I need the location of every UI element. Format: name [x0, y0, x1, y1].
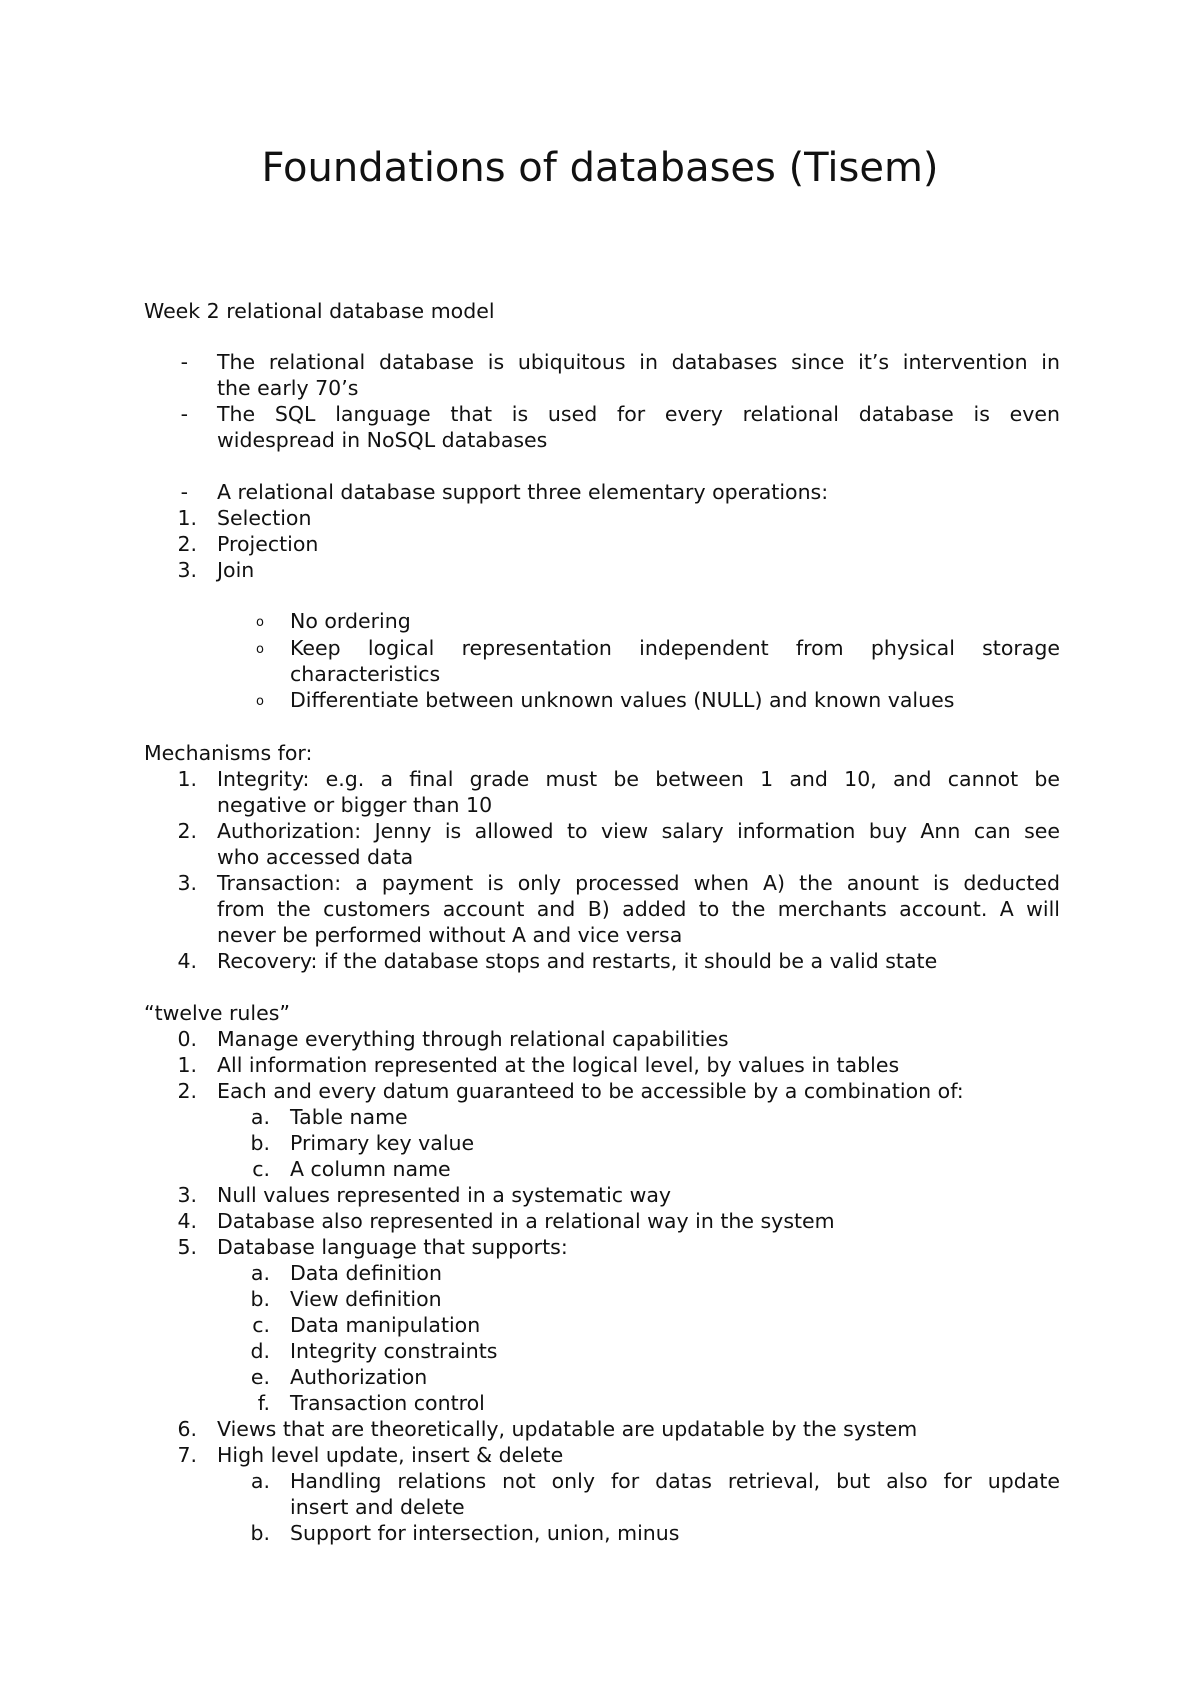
mechanisms-heading: Mechanisms for: — [144, 741, 313, 765]
page-title: Foundations of databases (Tisem) — [261, 145, 939, 191]
list-item: Keep logical representation independent from physical storage — [290, 636, 1060, 660]
list-letter: b. — [250, 1287, 270, 1311]
list-letter: a. — [250, 1261, 270, 1285]
dash-bullet: - — [180, 480, 188, 504]
list-number: 7. — [177, 1443, 197, 1467]
list-item: insert and delete — [290, 1495, 465, 1519]
list-number: 4. — [177, 1209, 197, 1233]
list-letter: a. — [250, 1469, 270, 1493]
list-item: Data manipulation — [290, 1313, 481, 1337]
list-number: 4. — [177, 949, 197, 973]
list-item: Authorization: Jenny is allowed to view salary information buy Ann can see — [217, 819, 1060, 843]
list-item: High level update, insert & delete — [217, 1443, 564, 1467]
dash-item-line: widespread in NoSQL databases — [217, 428, 548, 452]
list-item: negative or bigger than 10 — [217, 793, 493, 817]
list-item: Data definition — [290, 1261, 442, 1285]
list-item: from the customers account and B) added to the merchants account. A will — [217, 897, 1060, 921]
list-item: Handling relations not only for datas retrieval, but also for update — [290, 1469, 1060, 1493]
list-number: 2. — [177, 1079, 197, 1103]
list-item: A column name — [290, 1157, 451, 1181]
list-item: View definition — [290, 1287, 442, 1311]
dash-item-line: The SQL language that is used for every relational database is even — [217, 402, 1060, 426]
list-item: Primary key value — [290, 1131, 475, 1155]
list-letter: a. — [250, 1105, 270, 1129]
list-number: 0. — [177, 1027, 197, 1051]
list-item: Views that are theoretically, updatable are updatable by the system — [217, 1417, 918, 1441]
list-letter: c. — [252, 1313, 270, 1337]
list-item: Transaction control — [290, 1391, 485, 1415]
list-letter: d. — [250, 1339, 270, 1363]
dash-bullet: - — [180, 402, 188, 426]
list-number: 1. — [177, 506, 197, 530]
list-item: Authorization — [290, 1365, 428, 1389]
list-item: Integrity constraints — [290, 1339, 498, 1363]
list-letter: f. — [257, 1391, 270, 1415]
list-item: Database language that supports: — [217, 1235, 568, 1259]
list-item: characteristics — [290, 662, 441, 686]
dash-bullet: - — [180, 350, 188, 374]
list-number: 3. — [177, 1183, 197, 1207]
list-item: who accessed data — [217, 845, 414, 869]
week-heading: Week 2 relational database model — [144, 299, 495, 323]
list-item: No ordering — [290, 609, 411, 633]
list-item: Database also represented in a relational way in the system — [217, 1209, 835, 1233]
list-item: Transaction: a payment is only processed when A) the anount is deducted — [217, 871, 1060, 895]
list-item: Null values represented in a systematic way — [217, 1183, 672, 1207]
list-item: Recovery: if the database stops and restarts, it should be a valid state — [217, 949, 938, 973]
list-number: 1. — [177, 1053, 197, 1077]
list-number: 2. — [177, 532, 197, 556]
rules-heading: “twelve rules” — [144, 1001, 291, 1025]
list-number: 5. — [177, 1235, 197, 1259]
list-letter: b. — [250, 1131, 270, 1155]
list-item: All information represented at the logical level, by values in tables — [217, 1053, 900, 1077]
circle-bullet: o — [256, 694, 264, 709]
dash-item-line: the early 70’s — [217, 376, 359, 400]
list-item: Selection — [217, 506, 312, 530]
list-item: Manage everything through relational capabilities — [217, 1027, 729, 1051]
list-number: 3. — [177, 871, 197, 895]
list-letter: c. — [252, 1157, 270, 1181]
list-item: Differentiate between unknown values (NULL) and known values — [290, 688, 955, 712]
list-number: 1. — [177, 767, 197, 791]
circle-bullet: o — [256, 615, 264, 630]
list-item: Support for intersection, union, minus — [290, 1521, 680, 1545]
dash-item-line: The relational database is ubiquitous in databases since it’s intervention in — [217, 350, 1060, 374]
list-item: Integrity: e.g. a final grade must be between 1 and 10, and cannot be — [217, 767, 1060, 791]
list-item: Projection — [217, 532, 319, 556]
dash-item-line: A relational database support three elementary operations: — [217, 480, 829, 504]
list-letter: e. — [250, 1365, 270, 1389]
list-number: 3. — [177, 558, 197, 582]
list-item: Join — [217, 558, 255, 582]
list-letter: b. — [250, 1521, 270, 1545]
list-item: never be performed without A and vice versa — [217, 923, 683, 947]
list-item: Table name — [290, 1105, 408, 1129]
list-number: 6. — [177, 1417, 197, 1441]
list-item: Each and every datum guaranteed to be accessible by a combination of: — [217, 1079, 964, 1103]
list-number: 2. — [177, 819, 197, 843]
circle-bullet: o — [256, 642, 264, 657]
